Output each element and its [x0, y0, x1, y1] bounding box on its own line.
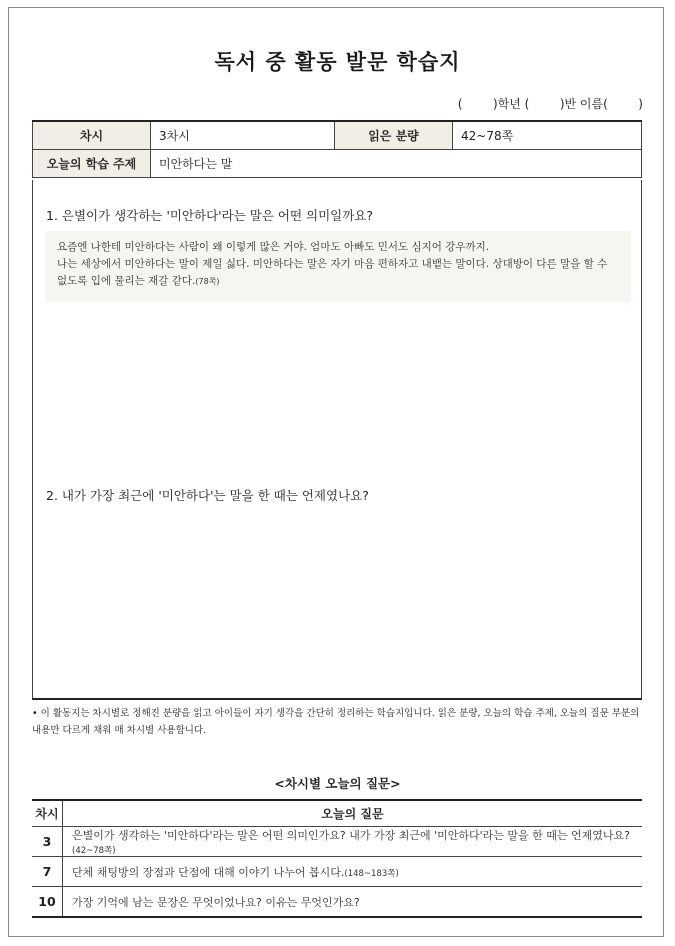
row-question-text: 단체 채팅방의 장점과 단점에 대해 이야기 나누어 봅시다. [72, 865, 345, 879]
quote-line-2-text: 나는 세상에서 미안하다는 말이 제일 싫다. 미안하다는 말은 자기 마음 편하자고 내뱉는 말이다. 상대방이 다른 말을 할 수 없도록 입에 물리는 재갈 같다. [57, 258, 608, 287]
row-session: 3 [32, 827, 63, 857]
student-name-line: ( )학년 ( )반 이름( ) [457, 97, 643, 111]
session-label: 차시 [33, 121, 151, 149]
row-question-page: (148~183쪽) [344, 868, 399, 879]
range-label: 읽은 분량 [335, 121, 453, 149]
row-question-text: 은별이가 생각하는 '미안하다'라는 말은 어떤 의미인가요? 내가 가장 최근에 '미안하다'라는 말을 한 때는 언제였나요? [72, 829, 631, 842]
info-table [32, 120, 642, 178]
question-work-area [32, 180, 642, 700]
question-1: 1. 은별이가 생각하는 '미안하다'라는 말은 어떤 의미일까요? [46, 208, 373, 223]
row-question [63, 827, 643, 857]
range-value: 42~78쪽 [453, 121, 642, 149]
question-2: 2. 내가 가장 최근에 '미안하다'는 말을 한 때는 언제였나요? [46, 488, 369, 503]
topic-value: 미안하다는 말 [151, 149, 642, 177]
book-quote [45, 231, 631, 302]
question-table-title: <차시별 오늘의 질문> [274, 776, 401, 791]
row-question-page: (42~78쪽) [72, 846, 116, 856]
row-session: 7 [32, 857, 63, 887]
col-question-header: 오늘의 질문 [63, 800, 643, 827]
row-session: 10 [32, 887, 63, 918]
row-question [63, 887, 643, 918]
table-row [32, 887, 642, 918]
info-row-session [33, 121, 642, 149]
topic-label: 오늘의 학습 주제 [33, 149, 151, 177]
row-question [63, 857, 643, 887]
quote-line-2 [57, 256, 619, 290]
table-row [32, 827, 642, 857]
session-value: 3차시 [151, 121, 335, 149]
usage-note: • 이 활동지는 차시별로 정해진 분량을 읽고 아이들이 자기 생각을 간단히 정리하는 학습지입니다. 읽은 분량, 오늘의 학습 주제, 오늘의 질문 부분의 내용만 다르게 채워 매 차시별 사용합니다. [32, 708, 640, 736]
quote-line-1: 요즘엔 나한테 미안하다는 사람이 왜 이렇게 많은 거야. 엄마도 아빠도 민서도 심지어 강우까지. [57, 241, 490, 253]
quote-page: (78쪽) [195, 277, 220, 286]
question-table-header [32, 800, 642, 827]
row-question-text: 가장 기억에 남는 문장은 무엇이었나요? 이유는 무엇인가요? [72, 895, 360, 909]
session-question-table [32, 799, 642, 918]
col-session-header: 차시 [32, 800, 63, 827]
info-row-topic [33, 149, 642, 177]
worksheet-title: 독서 중 활동 발문 학습지 [214, 50, 461, 74]
table-row [32, 857, 642, 887]
